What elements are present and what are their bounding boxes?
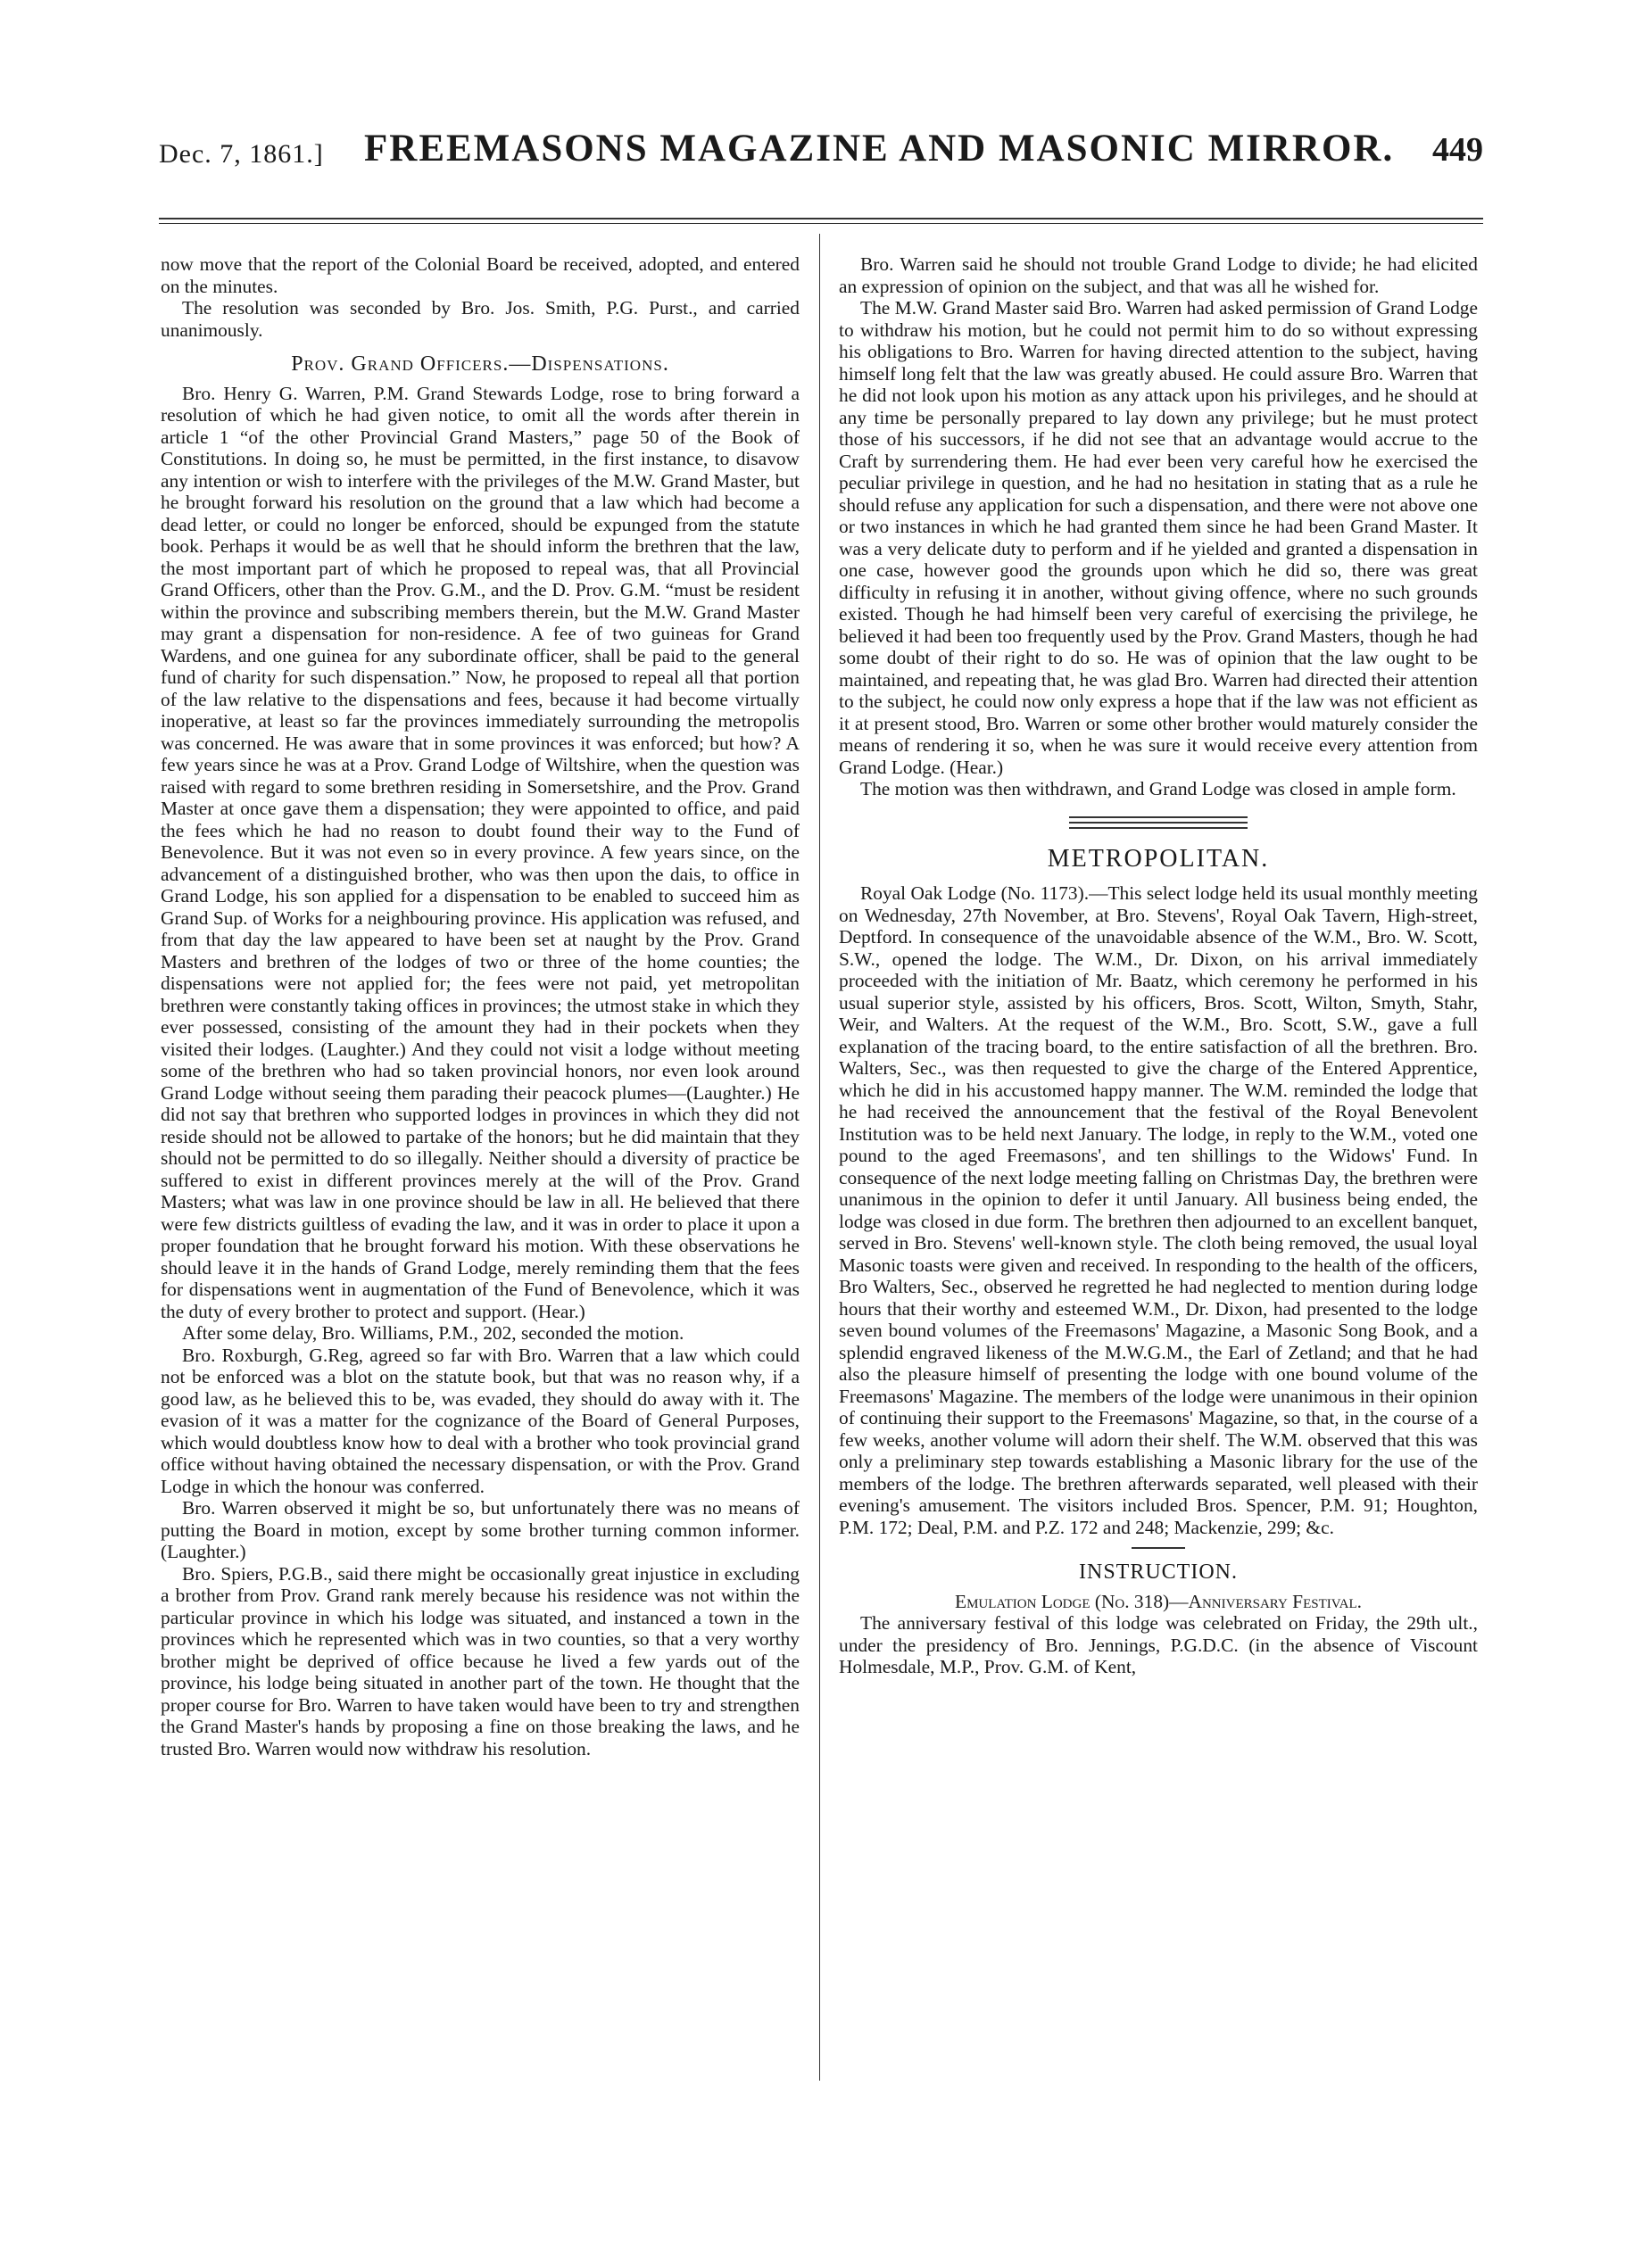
paragraph: The anniversary festival of this lodge was celebrated on Friday, the 29th ult., under the presidency of Bro. Jennings, P.G.D.C. (in the absence of Viscount Holmesdale, M.P., Prov. G.M. of Kent,: [839, 1612, 1478, 1677]
page-header: [159, 127, 1483, 180]
paragraph: After some delay, Bro. Williams, P.M., 202, seconded the motion.: [182, 1322, 684, 1344]
paragraph: Royal Oak Lodge (No. 1173).—This select lodge held its usual monthly meeting on Wednesday, 27th November, at Bro. Stevens', Royal Oak Tavern, High-street, Deptford. In consequence of the unavoidable absence of the W.M., Bro. W. Scott, S.W., opened the lodge. The W.M., Dr. Dixon, on his arrival immediately proceeded with the initiation of Mr. Baatz, which ceremony he performed in his usual superior style, assisted by his officers, Bros. Scott, Wilton, Smyth, Stahr, Weir, and Walters. At the request of the W.M., Bro. Scott, S.W., gave a full explanation of the tracing board, to the entire satisfaction of all the brethren. Bro. Walters, Sec., was then requested to give the charge of the Entered Apprentice, which he did in his accustomed happy manner. The W.M. reminded the lodge that he had received the announcement that the festival of the Royal Benevolent Institution was to be held next January. The lodge, in reply to the W.M., voted one pound to the aged Freemasons', and ten shillings to the Widows' Fund. In consequence of the next lodge meeting falling on Christmas Day, the brethren were unanimous in the opinion to defer it until January. All business being ended, the lodge was closed in due form. The brethren then adjourned to an excellent banquet, served in Bro. Stevens' well-known style. The cloth being removed, the usual loyal Masonic toasts were given and received. In responding to the health of the officers, Bro Walters, Sec., observed he regretted he had neglected to mention during lodge hours that their worthy and esteemed W.M., Dr. Dixon, had presented to the lodge seven bound volumes of the Freemasons' Magazine, a Masonic Song Book, and a splendid engraved likeness of the M.W.G.M., the Earl of Zetland; and that he had also the pleasure himself of presenting the lodge with one bound volume of the Freemasons' Magazine. The members of the lodge were unanimous in their opinion of continuing their support to the Freemasons' Magazine, so that, in the course of a few weeks, another volume will adorn their shelf. The W.M. observed that this was only a preliminary step towards establishing a Masonic library for the use of the members of the lodge. The brethren afterwards separated, well pleased with their evening's amusement. The visitors included Bros. Spencer, P.M. 91; Houghton, P.M. 172; Deal, P.M. and P.Z. 172 and 248; Mackenzie, 299; &c.: [839, 882, 1478, 1538]
paragraph: Bro. Henry G. Warren, P.M. Grand Stewards Lodge, rose to bring forward a resolution of which he had given notice, to omit all the words after therein in article 1 “of the other Provincial Grand Masters,” page 50 of the Book of Constitutions. In doing so, he must be permitted, in the first instance, to disavow any intention or wish to interfere with the privileges of the M.W. Grand Master, but he brought forward his resolution on the ground that a law which had become a dead letter, or could no longer be enforced, should be expunged from the statute book. Perhaps it would be as well that he should inform the brethren that the law, the most important part of which he proposed to repeal was, that all Provincial Grand Officers, other than the Prov. G.M., and the D. Prov. G.M. “must be resident within the province and subscribing members therein, but the M.W. Grand Master may grant a dispensation for non-residence. A fee of two guineas for Grand Wardens, and one guinea for any subordinate officer, shall be paid to the general fund of charity for such dispensation.” Now, he proposed to repeal all that portion of the law relative to the dispensations and fees, because it had become virtually inoperative, at least so far the provinces immediately surrounding the metropolis was concerned. He was aware that in some provinces it was enforced; but how? A few years since he was at a Prov. Grand Lodge of Wiltshire, when the question was raised with regard to some brethren residing in Somersetshire, and the Prov. Grand Master at once gave them a dispensation; they were appointed to office, and paid the fees which he had no reason to doubt found their way to the Fund of Benevolence. But it was not even so in every province. A few years since, on the advancement of a distinguished brother, who was then upon the dais, to office in Grand Lodge, his son applied for a dispensation to be enabled to succeed him as Grand Sup. of Works for a neighbouring province. His application was refused, and from that day the law appeared to have been set at naught by the Prov. Grand Masters and brethren of the lodges of two or three of the home counties; the dispensations were not applied for; the fees were not paid, yet metropolitan brethren were constantly taking offices in provinces; the utmost stake in which they ever possessed, consisting of the amount they had in their pockets when they visited their lodges. (Laughter.) And they could not visit a lodge without meeting some of the brethren who had so taken provincial honors, nor even look around Grand Lodge without seeing them parading their peacock plumes—(Laughter.) He did not say that brethren who supported lodges in provinces in which they did not reside should not be allowed to partake of the honors; but he did maintain that they should not be permitted to do so illegally. Neither should a diversity of practice be suffered to exist in different provinces merely at the will of the Prov. Grand Masters; what was law in one province should be law in all. He believed that there were few districts guiltless of evading the law, and it was in order to place it upon a proper foundation that he brought forward his motion. With these observations he should leave it in the hands of Grand Lodge, merely reminding them that the fees for dispensations went in augmentation of the Fund of Benevolence, which it was the duty of every brother to protect and support. (Hear.): [161, 382, 800, 1322]
paragraph: Bro. Spiers, P.G.B., said there might be occasionally great injustice in excluding a brother from Prov. Grand rank merely because his residence was not within the particular province in which his lodge was situated, and instanced a town in the provinces which he represented which was in two counties, so that a very worthy brother might be deprived of office because he lived a few yards out of the province, his lodge being situated in another part of the town. He thought that the proper course for Bro. Warren to have taken would have been to try and strengthen the Grand Master's hands by proposing a fine on those breaking the laws, and he trusted Bro. Warren would now withdraw his resolution.: [161, 1562, 800, 1759]
right-column: [839, 253, 1478, 2100]
issue-date: Dec. 7, 1861.]: [159, 139, 324, 169]
paragraph: The motion was then withdrawn, and Grand Lodge was closed in ample form.: [860, 778, 1456, 799]
left-column: [161, 253, 800, 2100]
section-heading-instruction: INSTRUCTION.: [1079, 1560, 1238, 1584]
paragraph: The M.W. Grand Master said Bro. Warren had asked permission of Grand Lodge to withdraw his motion, but he could not permit him to do so without expressing his obligations to Bro. Warren for having directed attention to the subject, having himself long felt that the law was greatly abused. He could assure Bro. Warren that he did not look upon his motion as any attack upon his privileges, and he should at any time be personally prepared to lay down any privilege; but he must protect those of his successors, if he did not see that an advantage would accrue to the Craft by surrendering them. He had ever been very careful how he exercised the peculiar privilege in question, and he had no hesitation in stating that as a rule he should refuse any application for such a dispensation, and there were not above one or two instances in which he had granted them since he had been Grand Master. It was a very delicate duty to perform and if he yielded and granted a dispensation in one case, however good the grounds upon which he did so, there was great difficulty in refusing it in another, without giving offence, where no such grounds existed. Though he had himself been very careful of exercising the privilege, he believed it had been too frequently used by the Prov. Grand Masters, though he had some doubt of their right to do so. He was of opinion that the law ought to be maintained, and repeating that, he was glad Bro. Warren had directed their attention to the subject, he could now only express a hope that if the law was not efficient as it at present stood, Bro. Warren or some other brother would maturely consider the means of rendering it so, when he was sure it would receive every attention from Grand Lodge. (Hear.): [839, 297, 1478, 778]
header-rule-bottom: [159, 223, 1483, 224]
header-rule-top: [159, 218, 1483, 219]
page-number: 449: [1432, 131, 1483, 169]
section-heading-dispensations: Prov. Grand Officers.—Dispensations.: [291, 352, 669, 376]
section-divider: [1069, 816, 1248, 829]
column-divider: [819, 234, 820, 2081]
paragraph: The resolution was seconded by Bro. Jos. Smith, P.G. Purst., and carried unanimously.: [161, 297, 800, 341]
section-heading-metropolitan: METROPOLITAN.: [1047, 844, 1270, 873]
paragraph: Bro. Warren observed it might be so, but unfortunately there was no means of putting the Board in motion, except by some brother turning common informer. (Laughter.): [161, 1497, 800, 1562]
paragraph: now move that the report of the Colonial Board be received, adopted, and entered on the minutes.: [161, 253, 800, 297]
paragraph: Bro. Roxburgh, G.Reg, agreed so far with Bro. Warren that a law which could not be enforced was a blot on the statute book, but that was no reason why, if a good law, as he believed this to be, was evaded, they should do away with it. The evasion of it was a matter for the cognizance of the Board of General Purposes, which would doubtless know how to deal with a brother who took provincial grand office without having obtained the necessary dispensation, or with the Prov. Grand Lodge in which the honour was conferred.: [161, 1344, 800, 1497]
paragraph: Bro. Warren said he should not trouble Grand Lodge to divide; he had elicited an expression of opinion on the subject, and that was all he wished for.: [839, 253, 1478, 297]
masthead-title: FREEMASONS MAGAZINE AND MASONIC MIRROR.: [364, 128, 1395, 170]
subheading-emulation-lodge: Emulation Lodge (No. 318)—Anniversary Festival.: [955, 1590, 1362, 1612]
short-rule: [1132, 1547, 1185, 1549]
